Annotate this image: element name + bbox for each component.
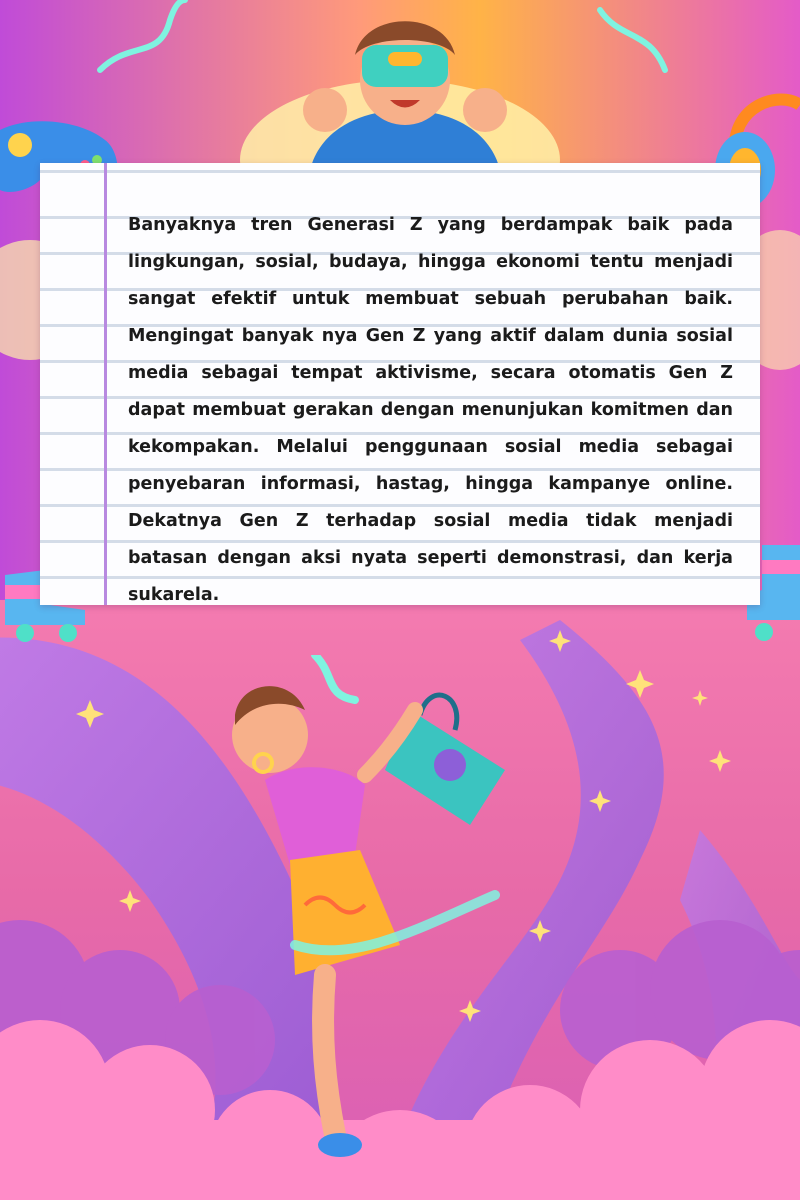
article-paragraph: Banyaknya tren Generasi Z yang berdampak baik pada lingkungan, sosial, budaya, hingga ekonomi tentu menjadi sangat efektif untuk membuat sebuah perubahan baik. Mengingat banyak nya Gen Z yang aktif dalam dunia sosial media sebagai tempat aktivisme, secara otomatis Gen Z dapat membuat gerakan dengan menunjukan komitmen dan kekompakan. Melalui penggunaan sosial media sebagai penyebaran informasi, hastag, hingga kampanye online. Dekatnya Gen Z terhadap sosial media tidak menjadi batasan dengan aksi nyata seperti demonstrasi, dan kerja sukarela.: [128, 215, 733, 605]
paper-margin-line: [104, 163, 107, 605]
girl-with-shopping-bag-illustration: [195, 655, 525, 1165]
vr-character-illustration: [270, 0, 540, 170]
notebook-paper-card: [40, 163, 760, 605]
